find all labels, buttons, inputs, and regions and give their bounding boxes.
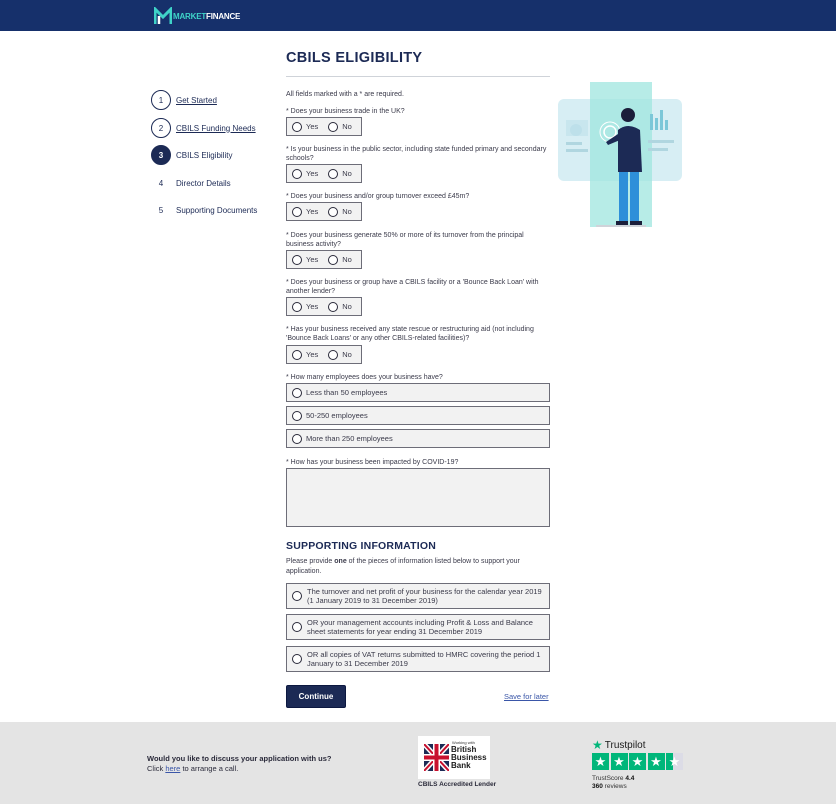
footer-question: Would you like to discuss your application with us?	[147, 754, 332, 763]
star-icon: ★	[648, 753, 665, 770]
question-turnover-45m: * Does your business and/or group turnover exceed £45m?	[286, 193, 470, 200]
yes-no-group-other-lender	[286, 297, 362, 316]
employees-option-50-250[interactable]: 50-250 employees	[286, 406, 550, 425]
radio-icon	[292, 434, 302, 444]
yes-no-group-public-sector	[286, 164, 362, 183]
british-business-bank-logo	[418, 736, 490, 779]
trustscore: TrustScore 4.4	[592, 775, 635, 782]
continue-button[interactable]: Continue	[286, 685, 346, 708]
doc-option-management-accounts[interactable]: OR your management accounts including Profit & Loss and Balance sheet statements for year ending 31 December 2019	[286, 614, 550, 640]
radio-icon	[292, 654, 302, 664]
covid-impact-textarea[interactable]	[286, 468, 550, 527]
no-radio[interactable]: No	[328, 350, 352, 360]
radio-icon	[292, 350, 302, 360]
star-icon: ★	[592, 753, 609, 770]
question-state-aid: * Has your business received any state rescue or restructuring aid (not including 'Bounce Back Loans' or any other CBILS-related facilities)?	[286, 326, 534, 342]
radio-icon	[292, 591, 302, 601]
logo-m-icon	[154, 7, 172, 25]
step-number: 4	[158, 178, 164, 188]
page-title: CBILS ELIGIBILITY	[286, 50, 423, 66]
bbb-caption: CBILS Accredited Lender	[418, 781, 497, 788]
step-label: CBILS Eligibility	[176, 150, 233, 160]
radio-icon	[292, 255, 302, 265]
step-label: Director Details	[176, 178, 231, 188]
radio-icon	[328, 169, 338, 179]
employees-option-less-50[interactable]: Less than 50 employees	[286, 383, 550, 402]
radio-icon	[292, 207, 302, 217]
doc-option-turnover[interactable]: The turnover and net profit of your business for the calendar year 2019 (1 January 2019 to 31 December 2019)	[286, 583, 550, 609]
yes-radio[interactable]: Yes	[292, 350, 318, 360]
yes-no-group-trade-uk	[286, 117, 362, 136]
no-radio[interactable]: No	[328, 302, 352, 312]
yes-no-group-turnover	[286, 202, 362, 221]
step-cbils-eligibility	[151, 145, 232, 165]
question-covid-impact: * How has your business been impacted by COVID-19?	[286, 459, 459, 466]
yes-radio[interactable]: Yes	[292, 122, 318, 132]
radio-icon	[328, 207, 338, 217]
no-radio[interactable]: No	[328, 255, 352, 265]
bbb-name: British Business Bank	[451, 745, 487, 770]
no-radio[interactable]: No	[328, 169, 352, 179]
question-public-sector: * Is your business in the public sector, including state funded primary and secondary schools?	[286, 146, 547, 162]
top-navbar	[0, 0, 836, 31]
radio-icon	[328, 350, 338, 360]
question-other-lender: * Does your business or group have a CBILS facility or a 'Bounce Back Loan' with another lender?	[286, 279, 539, 295]
trustpilot-stars	[592, 753, 685, 770]
supporting-info-title: SUPPORTING INFORMATION	[286, 540, 437, 552]
trustpilot-logo[interactable]: ★ Trustpilot	[592, 738, 646, 752]
no-radio[interactable]: No	[328, 122, 352, 132]
doc-option-vat-returns[interactable]: OR all copies of VAT returns submitted to HMRC covering the period 1 January to 31 December 2019	[286, 646, 550, 672]
step-label: CBILS Funding Needs	[176, 123, 256, 133]
radio-icon	[292, 122, 302, 132]
footer-call-line: Click here to arrange a call.	[147, 764, 239, 773]
radio-icon	[292, 411, 302, 421]
review-count: 360 reviews	[592, 783, 627, 790]
radio-icon	[328, 255, 338, 265]
yes-radio[interactable]: Yes	[292, 255, 318, 265]
step-cbils-funding-needs[interactable]	[151, 118, 256, 138]
question-principal-activity: * Does your business generate 50% or more of its turnover from the principal business activity?	[286, 232, 524, 248]
marketfinance-logo[interactable]	[154, 7, 240, 25]
bbb-working-with: Working with	[452, 740, 475, 745]
radio-icon	[292, 388, 302, 398]
arrange-call-link[interactable]: here	[165, 764, 181, 773]
union-flag-icon	[424, 744, 449, 771]
step-number: 2	[151, 118, 171, 138]
step-get-started[interactable]	[151, 90, 217, 110]
step-number: 1	[151, 90, 171, 110]
star-half-icon: ★	[666, 753, 683, 770]
yes-radio[interactable]: Yes	[292, 169, 318, 179]
analytics-illustration	[556, 82, 684, 230]
step-director-details	[151, 173, 231, 193]
star-icon: ★	[611, 753, 628, 770]
radio-icon	[328, 302, 338, 312]
yes-no-group-principal-activity	[286, 250, 362, 269]
no-radio[interactable]: No	[328, 207, 352, 217]
save-for-later-link[interactable]: Save for later	[504, 692, 549, 701]
step-label: Supporting Documents	[176, 205, 258, 215]
supporting-info-note: Please provide one of the pieces of information listed below to support your application.	[286, 558, 520, 575]
yes-radio[interactable]: Yes	[292, 302, 318, 312]
star-icon: ★	[629, 753, 646, 770]
question-trade-uk: * Does your business trade in the UK?	[286, 108, 405, 115]
radio-icon	[292, 302, 302, 312]
title-divider	[286, 76, 550, 77]
radio-icon	[292, 622, 302, 632]
employees-option-more-250[interactable]: More than 250 employees	[286, 429, 550, 448]
step-label: Get Started	[176, 95, 217, 105]
star-icon: ★	[592, 738, 603, 752]
logo-text: MARKETFINANCE	[173, 11, 241, 21]
step-number: 5	[158, 205, 164, 215]
step-number: 3	[151, 145, 171, 165]
yes-no-group-state-aid	[286, 345, 362, 364]
yes-radio[interactable]: Yes	[292, 207, 318, 217]
required-note: All fields marked with a * are required.	[286, 91, 404, 98]
radio-icon	[328, 122, 338, 132]
question-employees: * How many employees does your business have?	[286, 374, 443, 381]
step-supporting-documents	[151, 200, 257, 220]
radio-icon	[292, 169, 302, 179]
